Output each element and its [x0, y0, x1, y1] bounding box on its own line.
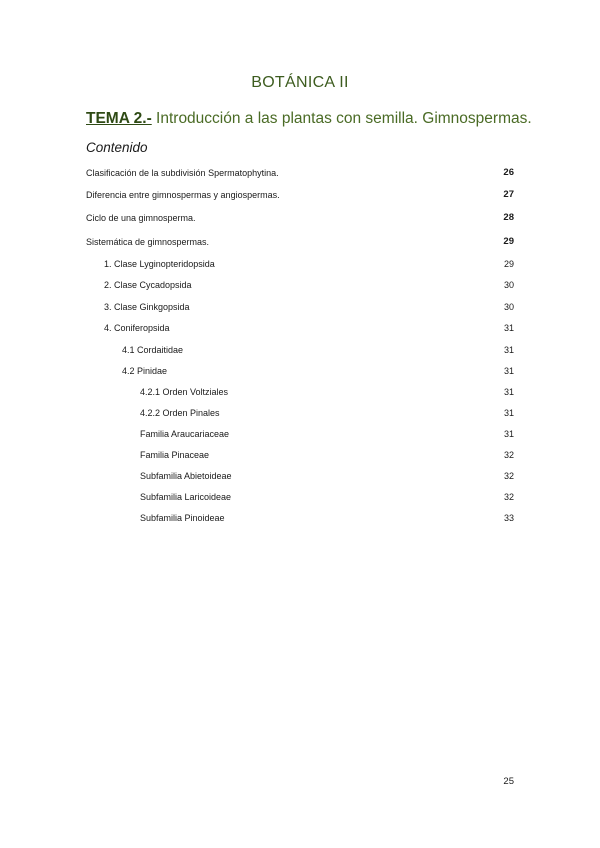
toc-entry-page: 33 — [503, 513, 514, 523]
toc-entry-page: 32 — [503, 471, 514, 481]
toc-entry[interactable] — [0, 447, 600, 463]
toc-entry-page: 31 — [503, 323, 514, 333]
subject-title: BOTÁNICA II — [251, 74, 349, 91]
toc-entry-label: 4. Coniferopsida — [104, 323, 170, 333]
toc-entry[interactable] — [0, 363, 600, 379]
toc-entry-label: 3. Clase Ginkgopsida — [104, 302, 190, 312]
toc-entry-page: 29 — [503, 236, 514, 247]
toc-entry-label: 4.2.2 Orden Pinales — [140, 408, 220, 418]
toc-entry[interactable] — [0, 489, 600, 505]
toc-entry-page: 27 — [503, 189, 514, 200]
toc-entry-page: 32 — [503, 492, 514, 502]
toc-entry-label: Subfamilia Abietoideae — [140, 471, 232, 481]
toc-entry-label: 4.2 Pinidae — [122, 366, 168, 376]
contents-heading: Contenido — [86, 140, 148, 155]
toc-entry-label: Subfamilia Pinoideae — [140, 513, 225, 523]
toc-entry[interactable] — [0, 299, 600, 315]
toc-entry-page: 26 — [503, 167, 514, 178]
toc-entry-page: 31 — [503, 387, 514, 397]
toc-entry-label: Familia Araucariaceae — [140, 429, 230, 439]
toc-entry-page: 31 — [503, 429, 514, 439]
toc-entry[interactable] — [0, 187, 600, 203]
toc-entry[interactable] — [0, 210, 600, 226]
chapter-heading — [86, 110, 566, 128]
toc-entry-label: Diferencia entre gimnospermas y angiospermas. — [86, 190, 280, 200]
toc-entry[interactable] — [0, 468, 600, 484]
toc-entry-label: 1. Clase Lyginopteridopsida — [104, 259, 215, 269]
toc-entry[interactable] — [0, 510, 600, 526]
toc-entry[interactable] — [0, 384, 600, 400]
toc-entry[interactable] — [0, 320, 600, 336]
toc-entry-page: 32 — [503, 450, 514, 460]
chapter-title: Introducción a las plantas con semilla. Gimnospermas. — [156, 110, 532, 127]
toc-entry[interactable] — [0, 234, 600, 250]
toc-entry-label: 4.2.1 Orden Voltziales — [140, 387, 229, 397]
toc-entry-page: 29 — [503, 259, 514, 269]
toc-entry-label: Sistemática de gimnospermas. — [86, 237, 210, 247]
toc-entry-label: Subfamilia Laricoideae — [140, 492, 232, 502]
toc-entry-label: Clasificación de la subdivisión Spermatophytina. — [86, 168, 279, 178]
toc-entry-page: 31 — [503, 345, 514, 355]
toc-entry-label: 2. Clase Cycadopsida — [104, 280, 192, 290]
toc-entry[interactable] — [0, 277, 600, 293]
toc-entry[interactable] — [0, 426, 600, 442]
toc-entry-page: 30 — [503, 302, 514, 312]
toc-entry[interactable] — [0, 405, 600, 421]
toc-entry-page: 28 — [503, 212, 514, 223]
toc-entry-page: 30 — [503, 280, 514, 290]
toc-entry-page: 31 — [503, 408, 514, 418]
toc-entry-label: Ciclo de una gimnosperma. — [86, 213, 196, 223]
toc-entry[interactable] — [0, 165, 600, 181]
page-number: 25 — [503, 776, 514, 787]
toc-entry[interactable] — [0, 342, 600, 358]
toc-entry-label: 4.1 Cordaitidae — [122, 345, 184, 355]
toc-entry[interactable] — [0, 256, 600, 272]
toc-entry-label: Familia Pinaceae — [140, 450, 210, 460]
chapter-label: TEMA 2.- — [86, 110, 152, 127]
toc-entry-page: 31 — [503, 366, 514, 376]
